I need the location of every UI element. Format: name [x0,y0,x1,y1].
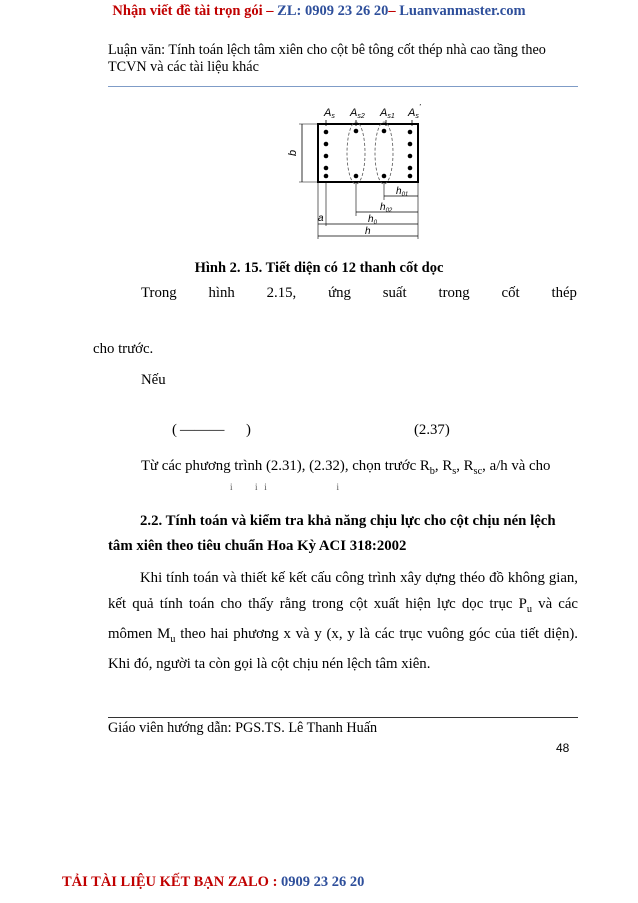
body-line-justified [141,285,577,302]
label-as1: As1 [380,107,395,120]
justified-word: cốt [501,285,520,301]
banner-zalo: ZL: 0909 23 26 20 [277,3,389,19]
top-banner [0,3,638,20]
label-as2: As2 [350,107,365,120]
reinforcement-bars [324,129,413,179]
footer-divider [108,717,578,718]
label-as: As [324,107,335,120]
page-number: 48 [556,741,570,755]
running-header-line2: TCVN và các tài liệu khác [108,59,259,75]
figure-caption: Hình 2. 15. Tiết diện có 12 thanh cốt dọc [194,260,444,276]
label-b: b [287,149,299,156]
banner-prefix: Nhận viết đề tài trọn gói – [112,3,278,19]
body-line-tu: Từ các phương trình (2.31), (2.32), chọn trước $R_b$, $R_s$, $R_{sc}$, a/h và cho [141,458,551,477]
label-h01: $h_{01}$ [396,186,409,198]
justified-word: hình [208,285,235,301]
justified-word: 2.15, [266,285,297,301]
equation-close-paren: ) [246,422,251,438]
running-header [108,42,578,76]
label-a: a [318,213,324,224]
banner-dash: – [388,3,400,19]
justified-word: Trong [141,285,177,301]
label-h02: $h_{02}$ [380,202,393,214]
body-line-cho-truoc: cho trước. [93,341,154,357]
bottom-banner [62,874,364,891]
section-outline [318,124,418,182]
subscript-artifacts: i i i i [230,482,340,492]
justified-word: ứng [328,285,351,301]
cross-section-figure [280,104,440,244]
footer-supervisor: Giáo viên hướng dẫn: PGS.TS. Lê Thanh Huấn [108,720,378,736]
bottom-banner-text: TẢI TÀI LIỆU KẾT BẠN ZALO : [62,874,282,890]
equation-number: (2.37) [414,422,450,438]
equation-open-paren: ( [172,422,177,438]
section-title-line1: 2.2. Tính toán và kiểm tra khả năng chịu lực cho cột chịu nén lệch [140,513,556,529]
label-h: h [365,226,371,237]
header-divider [108,86,578,87]
equation-dash: ——— [180,422,225,438]
justified-word: suất [382,285,407,301]
running-header-line1: Luận văn: Tính toán lệch tâm xiên cho cột bê tông cốt thép nhà cao tầng theo [108,42,546,58]
label-h0: $h_0$ [368,214,377,226]
bottom-banner-phone[interactable]: 0909 23 26 20 [281,874,365,890]
section-title-line2: tâm xiên theo tiêu chuẩn Hoa Kỳ ACI 318:2002 [108,538,407,554]
justified-word: thép [551,285,577,301]
body-line-neu: Nếu [141,372,166,388]
justified-word: trong [438,285,470,301]
banner-site[interactable]: Luanvanmaster.com [399,3,526,19]
body-paragraph: Khi tính toán và thiết kế kết cấu công trình xây dựng théo đồ không gian, kết quả tính toán cho thấy rằng trong cột xuất hiện lực dọc trục $P_u$ và các mômen $M_u$ theo hai phương x và y (x, y là các trục vuông góc của tiết diện). Khi đó, người ta còn gọi là cột chịu nén lệch tâm xiên. [108,570,578,673]
section-title [108,509,578,559]
label-as-prime: As' [408,104,421,120]
